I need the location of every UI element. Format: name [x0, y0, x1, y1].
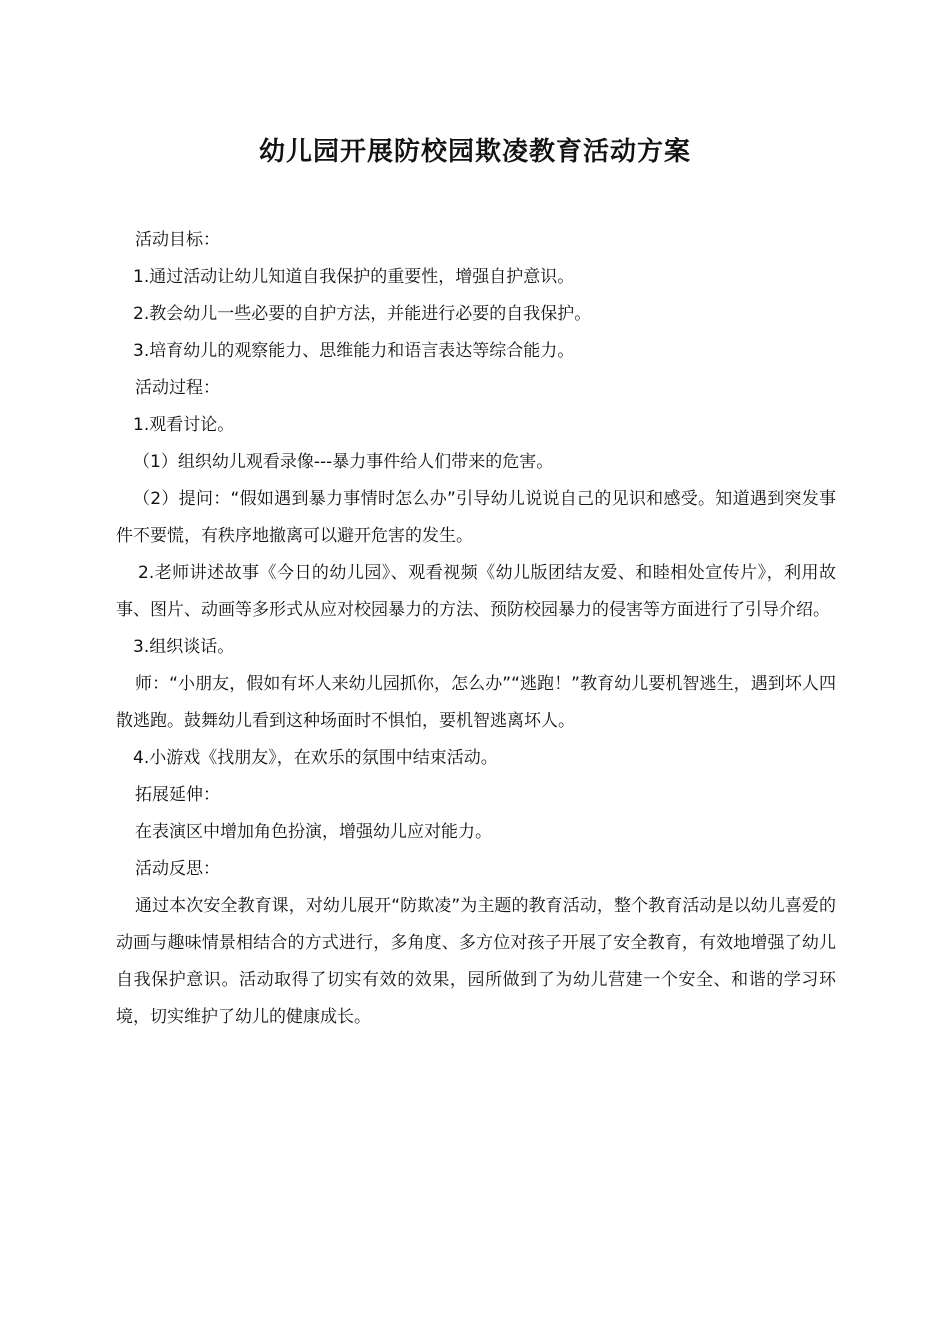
reflection-heading: 活动反思：	[135, 859, 220, 879]
reflection-text: 通过本次安全教育课，对幼儿展开“防欺凌”为主题的教育活动，整个教育活动是以幼儿喜爱的动画与趣味情景相结合的方式进行，多角度、多方位对孩子开展了安全教育，有效地增强了幼儿自我保护意识。活动取得了切实有效的效果，园所做到了为幼儿营建一个安全、和谐的学习环境，切实维护了幼儿的健康成长。	[116, 896, 836, 1027]
extension-text: 在表演区中增加角色扮演，增强幼儿应对能力。	[135, 822, 492, 842]
process-step-2: 2.老师讲述故事《今日的幼儿园》、观看视频《幼儿版团结友爱、和睦相处宣传片》，利用故事、图片、动画等多形式从应对校园暴力的方法、预防校园暴力的侵害等方面进行了引导介绍。	[116, 563, 836, 620]
process-heading: 活动过程：	[135, 378, 220, 398]
document-body	[116, 222, 836, 1036]
goal-item: 2.教会幼儿一些必要的自护方法，并能进行必要的自我保护。	[133, 304, 592, 324]
process-step-3-dialog: 师：“小朋友，假如有坏人来幼儿园抓你，怎么办”“逃跑！”教育幼儿要机智逃生，遇到坏人四散逃跑。鼓舞幼儿看到这种场面时不惧怕，要机智逃离坏人。	[116, 674, 836, 731]
document-title: 幼儿园开展防校园欺凌教育活动方案	[258, 137, 691, 167]
process-step-1: 1.观看讨论。	[133, 415, 235, 435]
extension-heading: 拓展延伸：	[135, 785, 220, 805]
process-step-4: 4.小游戏《找朋友》，在欢乐的氛围中结束活动。	[133, 748, 498, 768]
process-step-3: 3.组织谈话。	[133, 637, 235, 657]
process-step-1-sub-1: （1）组织幼儿观看录像---暴力事件给人们带来的危害。	[133, 452, 554, 472]
goal-item: 3.培育幼儿的观察能力、思维能力和语言表达等综合能力。	[133, 341, 575, 361]
process-step-1-sub-2: （2）提问：“假如遇到暴力事情时怎么办”引导幼儿说说自己的见识和感受。知道遇到突发事件不要慌，有秩序地撤离可以避开危害的发生。	[116, 489, 836, 546]
goal-item: 1.通过活动让幼儿知道自我保护的重要性，增强自护意识。	[133, 267, 575, 287]
goals-heading: 活动目标：	[135, 230, 220, 250]
